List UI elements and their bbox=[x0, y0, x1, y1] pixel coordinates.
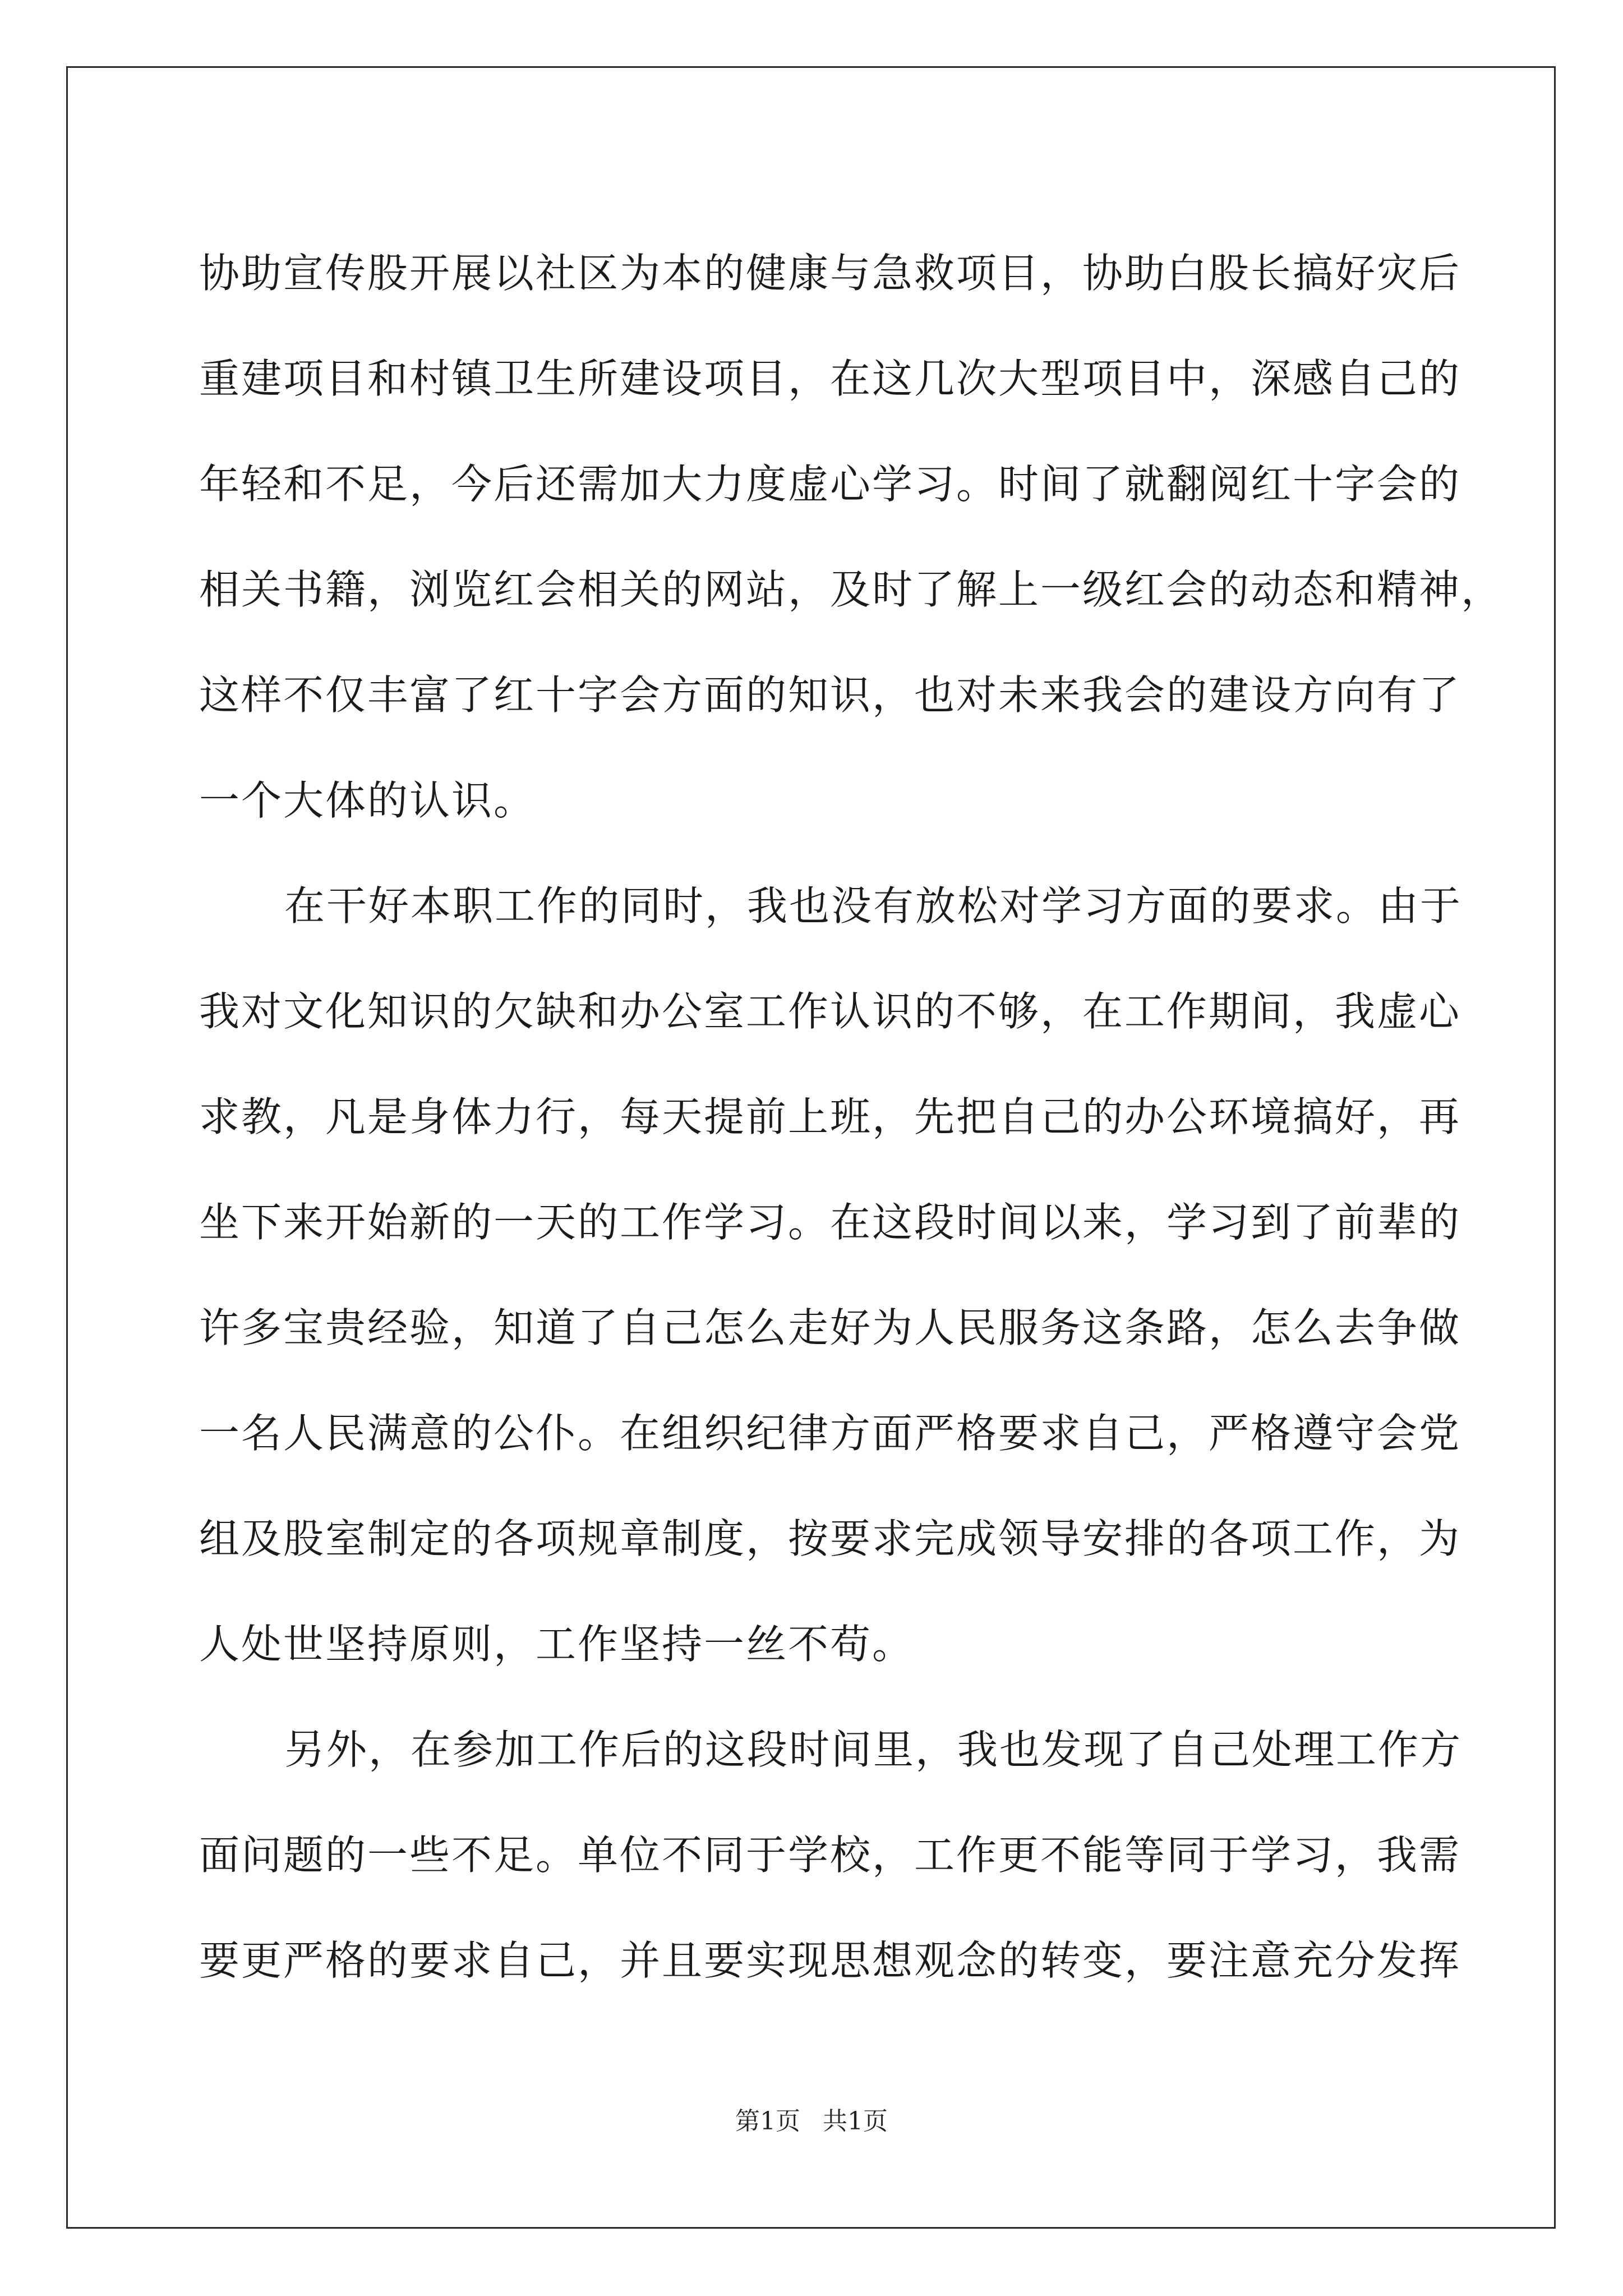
text-line: 一个大体的认识。 bbox=[199, 777, 536, 824]
paragraph-first-line: 另外，在参加工作后的这段时间里，我也发现了自己处理工作方 bbox=[284, 1726, 1463, 1773]
text-line: 协助宣传股开展以社区为本的健康与急救项目，协助白股长搞好灾后 bbox=[199, 250, 1461, 297]
text-line: 这样不仅丰富了红十字会方面的知识，也对未来我会的建设方向有了 bbox=[199, 671, 1461, 719]
text-line: 组及股室制定的各项规章制度，按要求完成领导安排的各项工作，为 bbox=[199, 1515, 1461, 1562]
page-number: 第1页 bbox=[735, 2107, 800, 2136]
text-line: 年轻和不足，今后还需加大力度虚心学习。时间了就翻阅红十字会的 bbox=[199, 461, 1461, 508]
text-line: 相关书籍，浏览红会相关的网站，及时了解上一级红会的动态和精神， bbox=[199, 566, 1504, 613]
text-line: 一名人民满意的公仆。在组织纪律方面严格要求自己，严格遵守会党 bbox=[199, 1410, 1461, 1457]
text-line: 重建项目和村镇卫生所建设项目，在这几次大型项目中，深感自己的 bbox=[199, 355, 1461, 402]
text-line: 坐下来开始新的一天的工作学习。在这段时间以来，学习到了前辈的 bbox=[199, 1199, 1461, 1246]
text-line: 我对文化知识的欠缺和办公室工作认识的不够，在工作期间，我虚心 bbox=[199, 988, 1461, 1035]
text-line: 要更严格的要求自己，并且要实现思想观念的转变，要注意充分发挥 bbox=[199, 1937, 1461, 1984]
text-line: 许多宝贵经验，知道了自己怎么走好为人民服务这条路，怎么去争做 bbox=[199, 1304, 1461, 1351]
page-footer bbox=[0, 2101, 1623, 2137]
total-pages: 共1页 bbox=[823, 2107, 888, 2136]
paragraph-first-line: 在干好本职工作的同时，我也没有放松对学习方面的要求。由于 bbox=[284, 882, 1463, 930]
body-text bbox=[199, 220, 1504, 2013]
text-line: 求教，凡是身体力行，每天提前上班，先把自己的办公环境搞好，再 bbox=[199, 1093, 1461, 1140]
text-line: 面问题的一些不足。单位不同于学校，工作更不能等同于学习，我需 bbox=[199, 1832, 1461, 1879]
text-line: 人处世坚持原则，工作坚持一丝不苟。 bbox=[199, 1621, 915, 1668]
